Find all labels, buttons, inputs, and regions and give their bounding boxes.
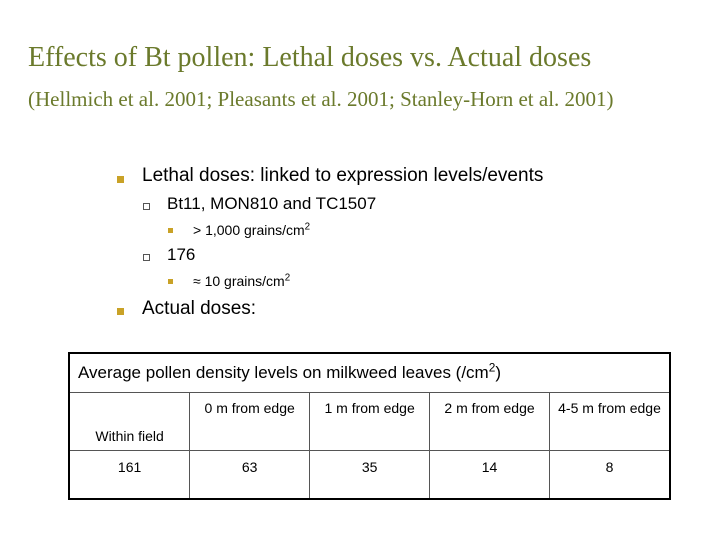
- table-row: [69, 451, 670, 500]
- bullet-square-icon: [117, 308, 124, 315]
- table-caption-row: [69, 353, 670, 393]
- dose-unit-exponent: 2: [284, 272, 291, 284]
- table-cell: 35: [310, 451, 430, 500]
- table-header-cell: 0 m from edge: [190, 393, 310, 451]
- dose-value: ≈ 10 grains/cm: [193, 273, 285, 289]
- bullet-bt11-events: Bt11, MON810 and TC1507: [167, 194, 377, 213]
- sub-sub-bullet-square-icon: [168, 279, 173, 284]
- table-header-cell: 1 m from edge: [310, 393, 430, 451]
- bullet-actual-doses: Actual doses:: [142, 298, 257, 319]
- dose-value: > 1,000 grains/cm: [193, 222, 305, 238]
- table-header-cell: 4-5 m from edge: [550, 393, 670, 451]
- caption-close: ): [495, 363, 502, 382]
- slide-subtitle: (Hellmich et al. 2001; Pleasants et al. 2001; Stanley-Horn et al. 2001): [28, 87, 614, 111]
- table-header-row: [69, 393, 670, 451]
- caption-exponent: 2: [488, 360, 496, 375]
- bullet-lethal-dose-low: [193, 273, 290, 289]
- table-header-cell: Within field: [69, 393, 190, 451]
- sub-bullet-square-icon: [143, 254, 150, 261]
- sub-bullet-square-icon: [143, 203, 150, 210]
- table-cell: 8: [550, 451, 670, 500]
- table-cell: 63: [190, 451, 310, 500]
- sub-sub-bullet-square-icon: [168, 228, 173, 233]
- bullet-event-176: 176: [167, 245, 196, 264]
- pollen-density-table: [68, 352, 671, 500]
- bullet-square-icon: [117, 176, 124, 183]
- slide-title: Effects of Bt pollen: Lethal doses vs. Actual doses: [28, 42, 592, 73]
- bullet-lethal-doses: Lethal doses: linked to expression levels/events: [142, 165, 544, 186]
- table-caption: [69, 353, 670, 393]
- table-cell: 161: [69, 451, 190, 500]
- table-header-cell: 2 m from edge: [430, 393, 550, 451]
- dose-unit-exponent: 2: [304, 221, 311, 233]
- bullet-lethal-dose-high: [193, 222, 310, 238]
- table-cell: 14: [430, 451, 550, 500]
- caption-text: Average pollen density levels on milkweed leaves (/cm: [78, 363, 489, 382]
